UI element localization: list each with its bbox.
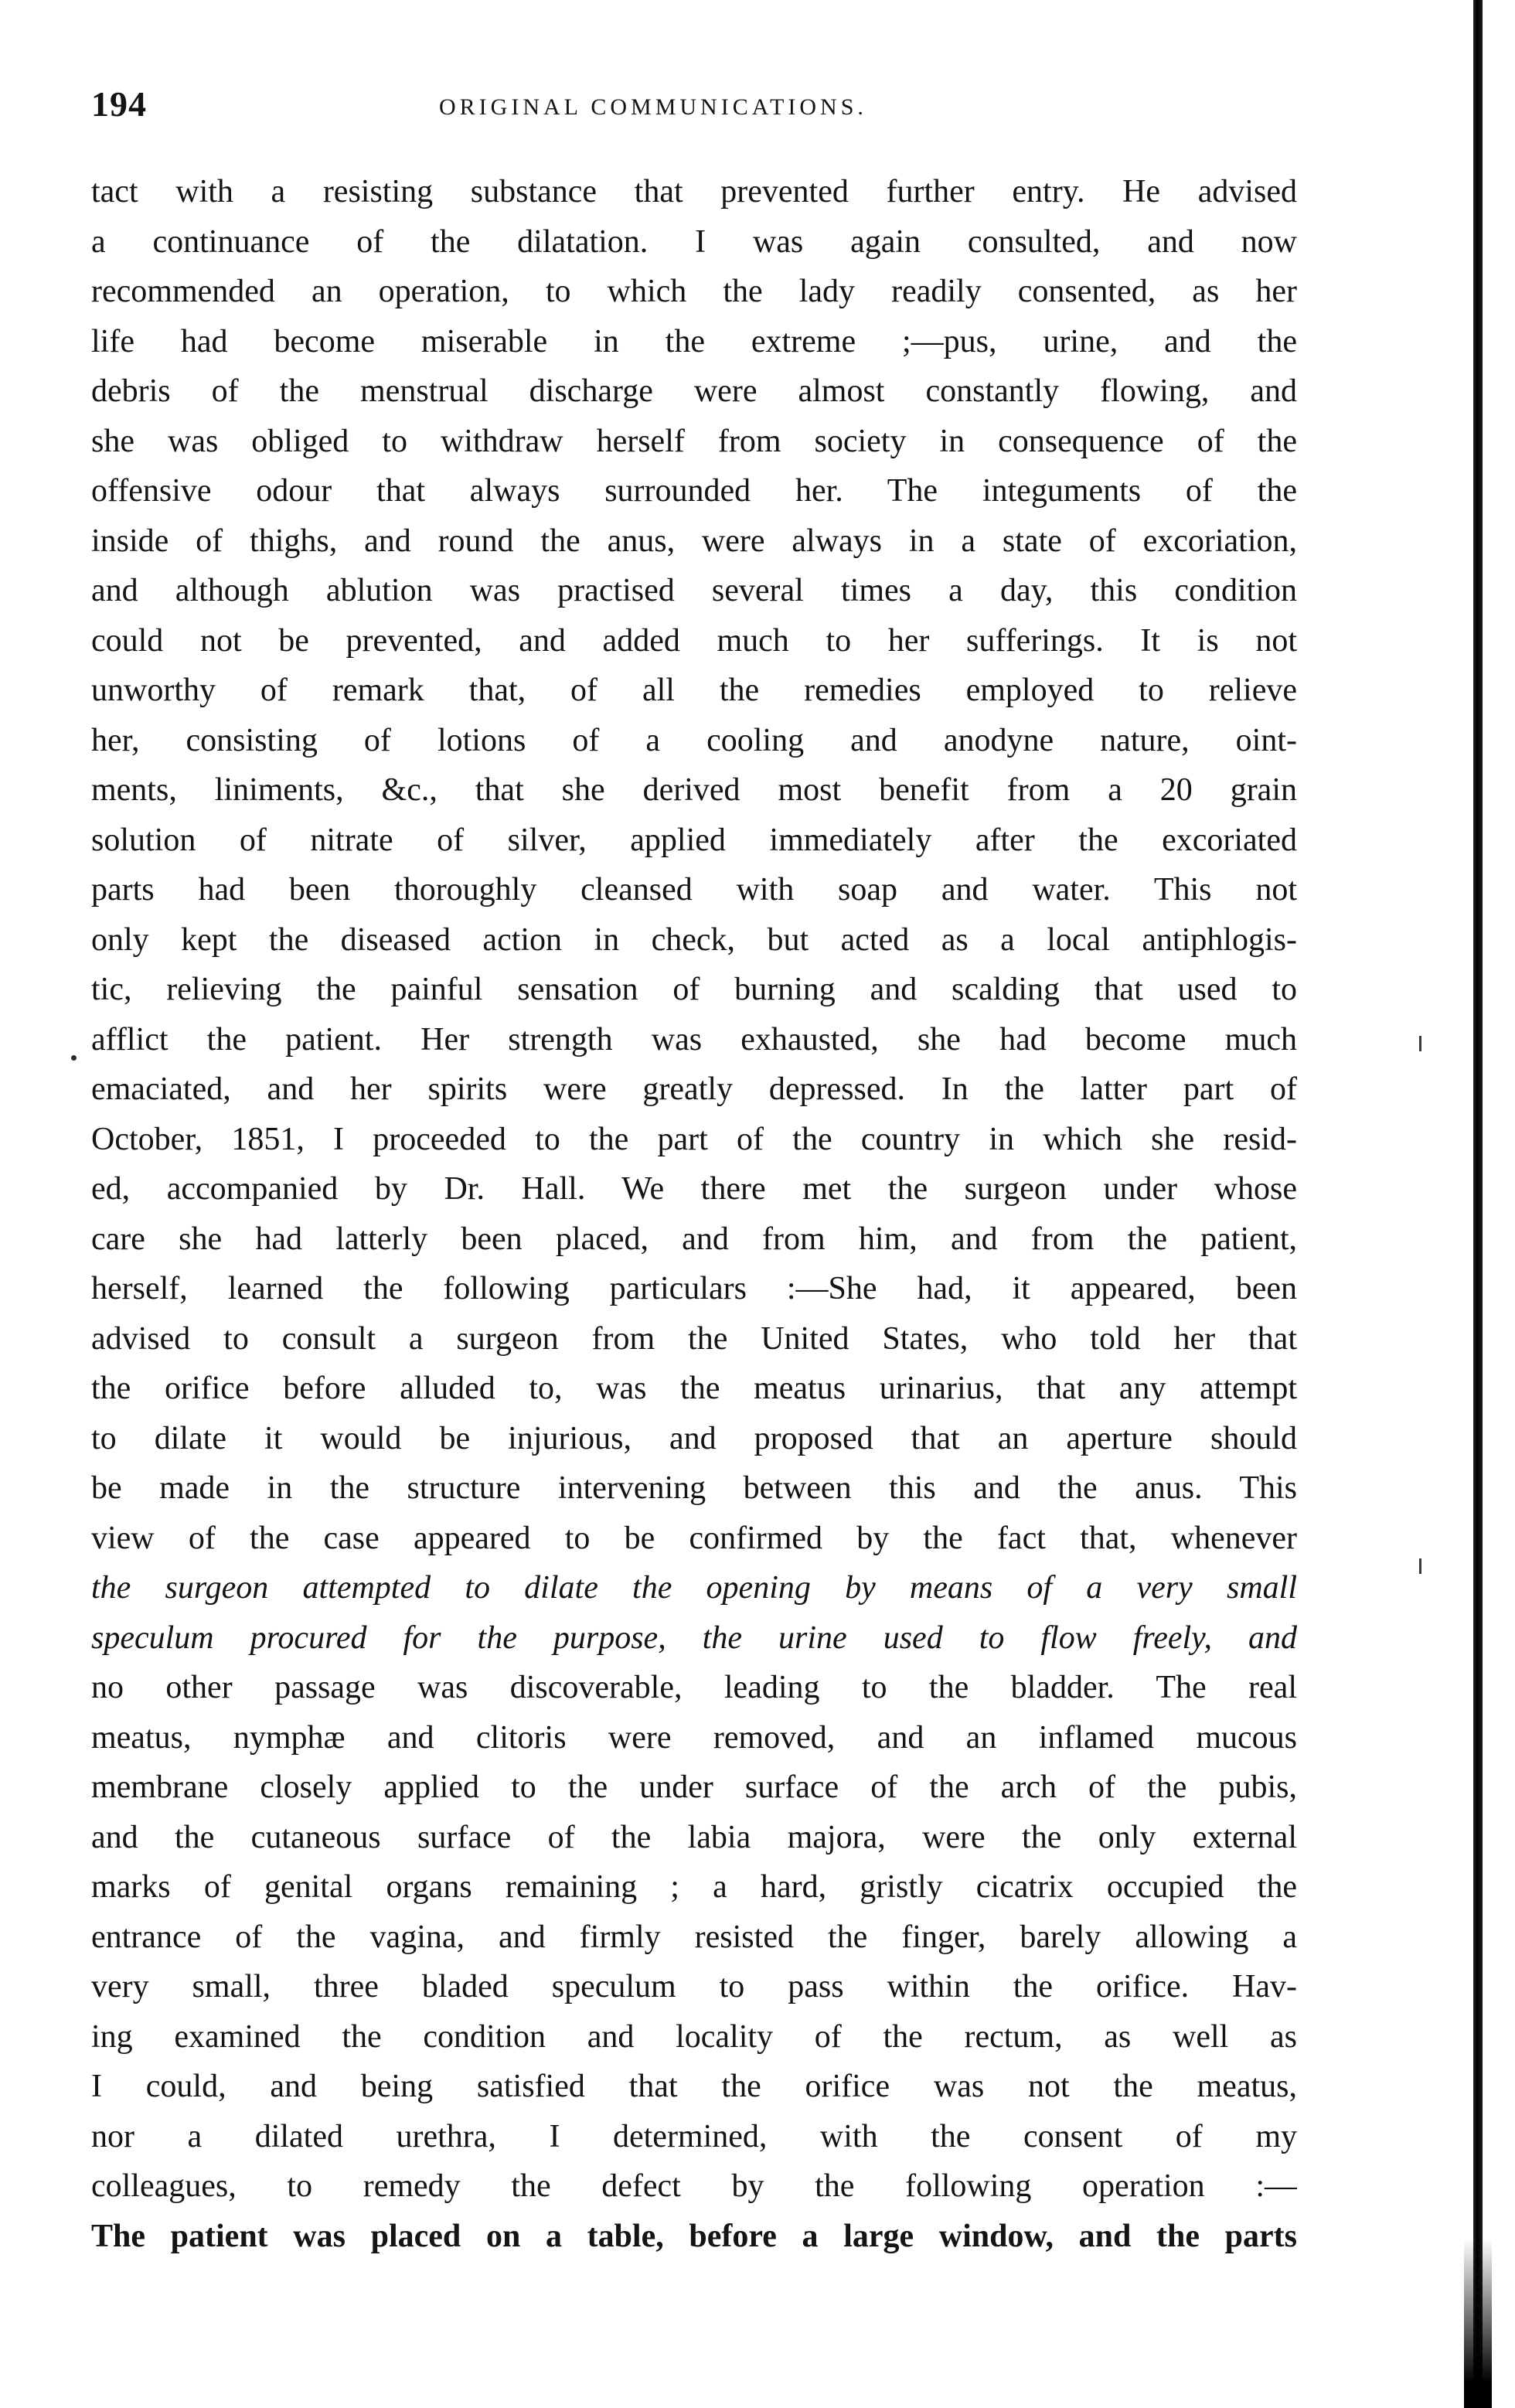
- text-line: October, 1851, I proceeded to the part of the country in which she resid-: [91, 1121, 1297, 1157]
- text-line: be made in the structure intervening between this and the anus. This: [91, 1470, 1297, 1506]
- text-line: no other passage was discoverable, leading to the bladder. The real: [91, 1670, 1297, 1705]
- text-line: afflict the patient. Her strength was exhausted, she had become much: [91, 1021, 1297, 1058]
- binding-edge: [1473, 0, 1483, 2408]
- text-line: meatus, nymphæ and clitoris were removed, and an inflamed mucous: [91, 1719, 1297, 1756]
- text-line: view of the case appeared to be confirmed by the fact that, whenever: [91, 1520, 1297, 1556]
- margin-mark: [71, 1055, 77, 1061]
- text-line: emaciated, and her spirits were greatly depressed. In the latter part of: [91, 1071, 1297, 1107]
- text-line: tic, relieving the painful sensation of burning and scalding that used to: [91, 972, 1297, 1007]
- text-line: ed, accompanied by Dr. Hall. We there met the surgeon under whose: [91, 1171, 1297, 1207]
- text-line: she was obliged to withdraw herself from society in consequence of the: [91, 423, 1297, 459]
- margin-mark: [1419, 1558, 1421, 1574]
- text-line: and although ablution was practised several times a day, this condition: [91, 573, 1297, 608]
- text-line: debris of the menstrual discharge were almost constantly flowing, and: [91, 373, 1297, 409]
- text-line: ing examined the condition and locality of the rectum, as well as: [91, 2018, 1297, 2055]
- text-line: solution of nitrate of silver, applied immediately after the excoriated: [91, 822, 1297, 858]
- text-line: inside of thighs, and round the anus, were always in a state of excoriation,: [91, 523, 1297, 559]
- body-text: [91, 167, 1297, 2261]
- text-line: nor a dilated urethra, I determined, with the consent of my: [91, 2118, 1297, 2154]
- page-number: 194: [91, 84, 147, 124]
- text-line: the orifice before alluded to, was the meatus urinarius, that any attempt: [91, 1371, 1297, 1406]
- text-line: marks of genital organs remaining ; a hard, gristly cicatrix occupied the: [91, 1869, 1297, 1905]
- margin-mark: [1419, 1036, 1421, 1051]
- text-line: colleagues, to remedy the defect by the following operation :—: [91, 2168, 1297, 2204]
- text-line: advised to consult a surgeon from the United States, who told her that: [91, 1320, 1297, 1357]
- text-line: tact with a resisting substance that prevented further entry. He advised: [91, 174, 1297, 209]
- text-line: very small, three bladed speculum to pass within the orifice. Hav-: [91, 1969, 1297, 2004]
- text-line: to dilate it would be injurious, and proposed that an aperture should: [91, 1420, 1297, 1456]
- text-line: a continuance of the dilatation. I was again consulted, and now: [91, 223, 1297, 260]
- text-line: membrane closely applied to the under surface of the arch of the pubis,: [91, 1769, 1297, 1805]
- binding-edge-shadow: [1464, 2238, 1492, 2408]
- text-line: I could, and being satisfied that the orifice was not the meatus,: [91, 2069, 1297, 2104]
- text-line: entrance of the vagina, and firmly resisted the finger, barely allowing a: [91, 1919, 1297, 1955]
- text-line-italic: the surgeon attempted to dilate the opening by means of a very small: [91, 1570, 1297, 1606]
- text-line: offensive odour that always surrounded her. The integuments of the: [91, 473, 1297, 509]
- text-line: only kept the diseased action in check, but acted as a local antiphlogis-: [91, 921, 1297, 958]
- text-line: care she had latterly been placed, and from him, and from the patient,: [91, 1221, 1297, 1257]
- text-line: recommended an operation, to which the lady readily consented, as her: [91, 274, 1297, 309]
- text-line: unworthy of remark that, of all the remedies employed to relieve: [91, 673, 1297, 708]
- text-line-italic: speculum procured for the purpose, the urine used to flow freely, and: [91, 1620, 1297, 1656]
- running-head: ORIGINAL COMMUNICATIONS.: [439, 94, 867, 120]
- text-line: could not be prevented, and added much to her sufferings. It is not: [91, 622, 1297, 659]
- page-header: [91, 83, 1297, 138]
- text-line: her, consisting of lotions of a cooling and anodyne nature, oint-: [91, 722, 1297, 758]
- text-line: The patient was placed on a table, before a large window, and the parts: [91, 2218, 1297, 2254]
- text-line: and the cutaneous surface of the labia majora, were the only external: [91, 1819, 1297, 1855]
- text-line: herself, learned the following particulars :—She had, it appeared, been: [91, 1271, 1297, 1306]
- text-line: life had become miserable in the extreme ;—pus, urine, and the: [91, 323, 1297, 359]
- text-line: parts had been thoroughly cleansed with soap and water. This not: [91, 872, 1297, 908]
- text-line: ments, liniments, &c., that she derived most benefit from a 20 grain: [91, 772, 1297, 808]
